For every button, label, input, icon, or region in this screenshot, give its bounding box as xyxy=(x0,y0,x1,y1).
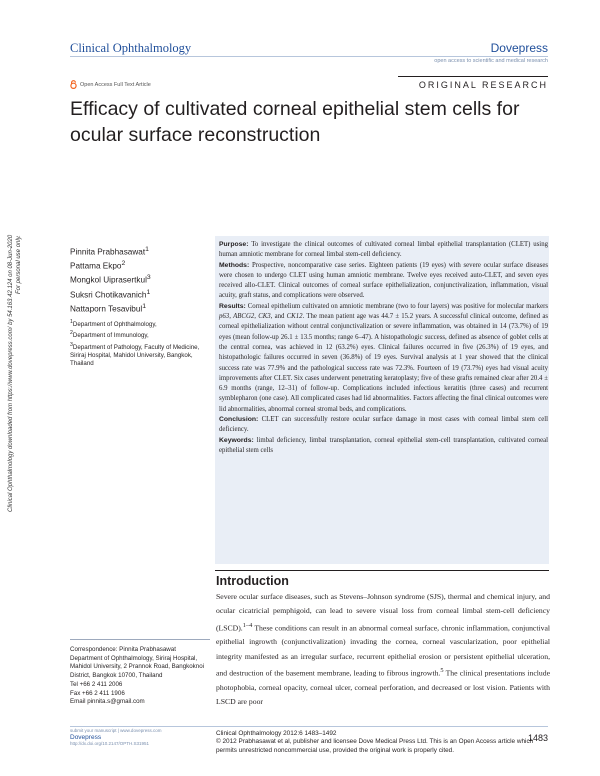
doi-link[interactable]: http://dx.doi.org/10.2147/OPTH.S31951 xyxy=(70,741,150,746)
affiliation: $^3$Department of Pathology, Faculty of Medicine, Siriraj Hospital, Mahidol University, Bangkok, Thailand xyxy=(70,341,200,368)
footer-left xyxy=(70,728,161,748)
open-access-badge xyxy=(70,80,151,89)
affiliation: $^2$Department of Immunology, xyxy=(70,330,149,340)
header-divider xyxy=(70,56,548,57)
article-type: ORIGINAL RESEARCH xyxy=(418,80,548,90)
page-number: 1483 xyxy=(527,733,548,743)
affiliations xyxy=(70,318,210,369)
author: Pinnita Prabhasawat$^1$ xyxy=(70,246,149,257)
correspondence-divider xyxy=(70,639,210,640)
publisher-tagline: open access to scientific and medical research xyxy=(434,58,548,64)
intro-divider xyxy=(215,570,549,571)
publisher-logo: Dovepress xyxy=(490,41,548,55)
author: Suksri Chotikavanich$^1$ xyxy=(70,288,151,300)
author: Nattaporn Tesavibul$^1$ xyxy=(70,302,147,314)
download-notice xyxy=(8,152,22,512)
journal-name: Clinical Ophthalmology xyxy=(70,41,192,55)
email-link[interactable]: Email pinnita.s@gmail.com xyxy=(70,698,145,706)
correspondence: Correspondence: Pinnita Prabhasawat Department of Ophthalmology, Siriraj Hospital, Mahidol University, 2 Prannok Road, Bangkoknoi District, Bangkok 10700, Thailand Tel +66 2 411 2006 Fax +66 2 411 1906 Email pinnita.s@gmail.com xyxy=(70,646,210,707)
footer-citation: Clinical Ophthalmology 2012:6 1483–1492 © 2012 Prabhasawat et al, publisher and licensee Dove Medical Press Ltd. This is an Open Access article which permits unrestricted noncommercial use, provided the original work is properly cited. xyxy=(216,730,550,755)
abstract-keywords: Keywords: limbal deficiency, limbal transplantation, corneal epithelial stem-cell transplantation, cultivated corneal epithelial stem cells xyxy=(219,436,548,454)
footer-divider xyxy=(70,726,548,727)
footer-publisher: Dovepress xyxy=(70,733,102,741)
affiliation: $^1$Department of Ophthalmology, xyxy=(70,319,157,329)
open-access-lock-icon xyxy=(70,80,77,89)
author: Mongkol Uiprasertkul$^3$ xyxy=(70,274,151,286)
open-access-label: Open Access Full Text Article xyxy=(80,81,151,88)
copyright-notice: © 2012 Prabhasawat et al, publisher and licensee Dove Medical Press Ltd. This is an Open Access article which permits unrestricted noncommercial use, provided the original work is properly cited. xyxy=(216,738,534,754)
introduction-body: Severe ocular surface diseases, such as Stevens–Johnson syndrome (SJS), thermal and chemical injury, and ocular cicatricial pemphigoid, can lead to severe visual loss from corneal limbal stem-cell deficiency (LSCD).$^{1-4}$ These conditions can result in an abnormal corneal surface, chronic inflammation, conjunctival epithelial ingrowth (conjunctivalization) invading the cornea, corneal vascularization, poor epithelial integrity manifested as an irregular surface, recurrent epithelial erosion or persistent epithelial ulceration, and destruction of the basement membrane, leading to fibrous ingrowth.$^5$ The clinical presentations include photophobia, corneal opacity, corneal ulcer, corneal perforation, and decreased or lost vision. Patients with LSCD are poor xyxy=(216,592,550,707)
abstract xyxy=(219,240,548,456)
section-heading-introduction: Introduction xyxy=(216,574,289,588)
download-notice-line1: Clinical Ophthalmology downloaded from https://www.dovepress.com/ by 54.163.42.124 on 08-Jun-2020 xyxy=(8,234,14,512)
abstract-methods: Methods: Prospective, noncomparative case series. Eighteen patients (19 eyes) with severe ocular surface diseases were chosen to undergo CLET using human amniotic membrane. Twelve eyes received auto-CLET, and seven eyes received allo-CLET. Clinical outcomes of corneal surface epithelialization, conjunctivalization, inflammation, visual acuity, graft status, and complications were observed. xyxy=(219,261,548,300)
download-notice-line2: For personal use only. xyxy=(16,235,22,294)
abstract-results: Results: Corneal epithelium cultivated on amniotic membrane (two to four layers) was positive for molecular markers p63, ABCG2, CK3, and CK12. The mean patient age was 44.7 ± 15.2 years. A successful clinical outcome, defined as corneal epithelialization without central conjunctivalization or severe inflammation, was obtained in 14 (73.7%) of 19 eyes (mean follow-up 26.1 ± 13.5 months; range 6–47). A histopathologic success, defined as absence of goblet cells at the central cornea, was achieved in 12 (63.2%) eyes. Clinical failures occurred in five (26.3%) of 19 eyes, and histopathologic failures occurred in seven (36.8%) of 19 eyes. Survival analysis at 1 year showed that the clinical success rate was 77.9% and the pathological success rate was 72.3%. Fourteen of 19 (73.7%) eyes had visual acuity improvements after CLET. Six cases underwent penetrating keratoplasty; five of these grafts remained clear after 20.4 ± 6.9 months (range, 12–31) of follow-up. Complications included infectious keratitis (three cases) and recurrent symblepharon (one case). All complicated cases had lid abnormalities. Factors affecting the final clinical outcomes were lid abnormalities, abnormal corneal stromal beds, and complications. xyxy=(219,302,548,413)
author: Pattama Ekpo$^2$ xyxy=(70,260,126,271)
abstract-purpose: Purpose: To investigate the clinical outcomes of cultivated corneal limbal epithelial transplantation (CLET) using human amniotic membrane for corneal limbal stem-cell deficiency. xyxy=(219,241,548,259)
section-rule xyxy=(398,76,548,77)
submit-link[interactable]: submit your manuscript | www.dovepress.com xyxy=(70,728,162,733)
author-list xyxy=(70,244,151,315)
abstract-conclusion: Conclusion: CLET can successfully restore ocular surface damage in most cases with corneal limbal stem cell deficiency. xyxy=(219,416,549,434)
article-title: Efficacy of cultivated corneal epithelial stem cells for ocular surface reconstruction xyxy=(70,98,520,146)
